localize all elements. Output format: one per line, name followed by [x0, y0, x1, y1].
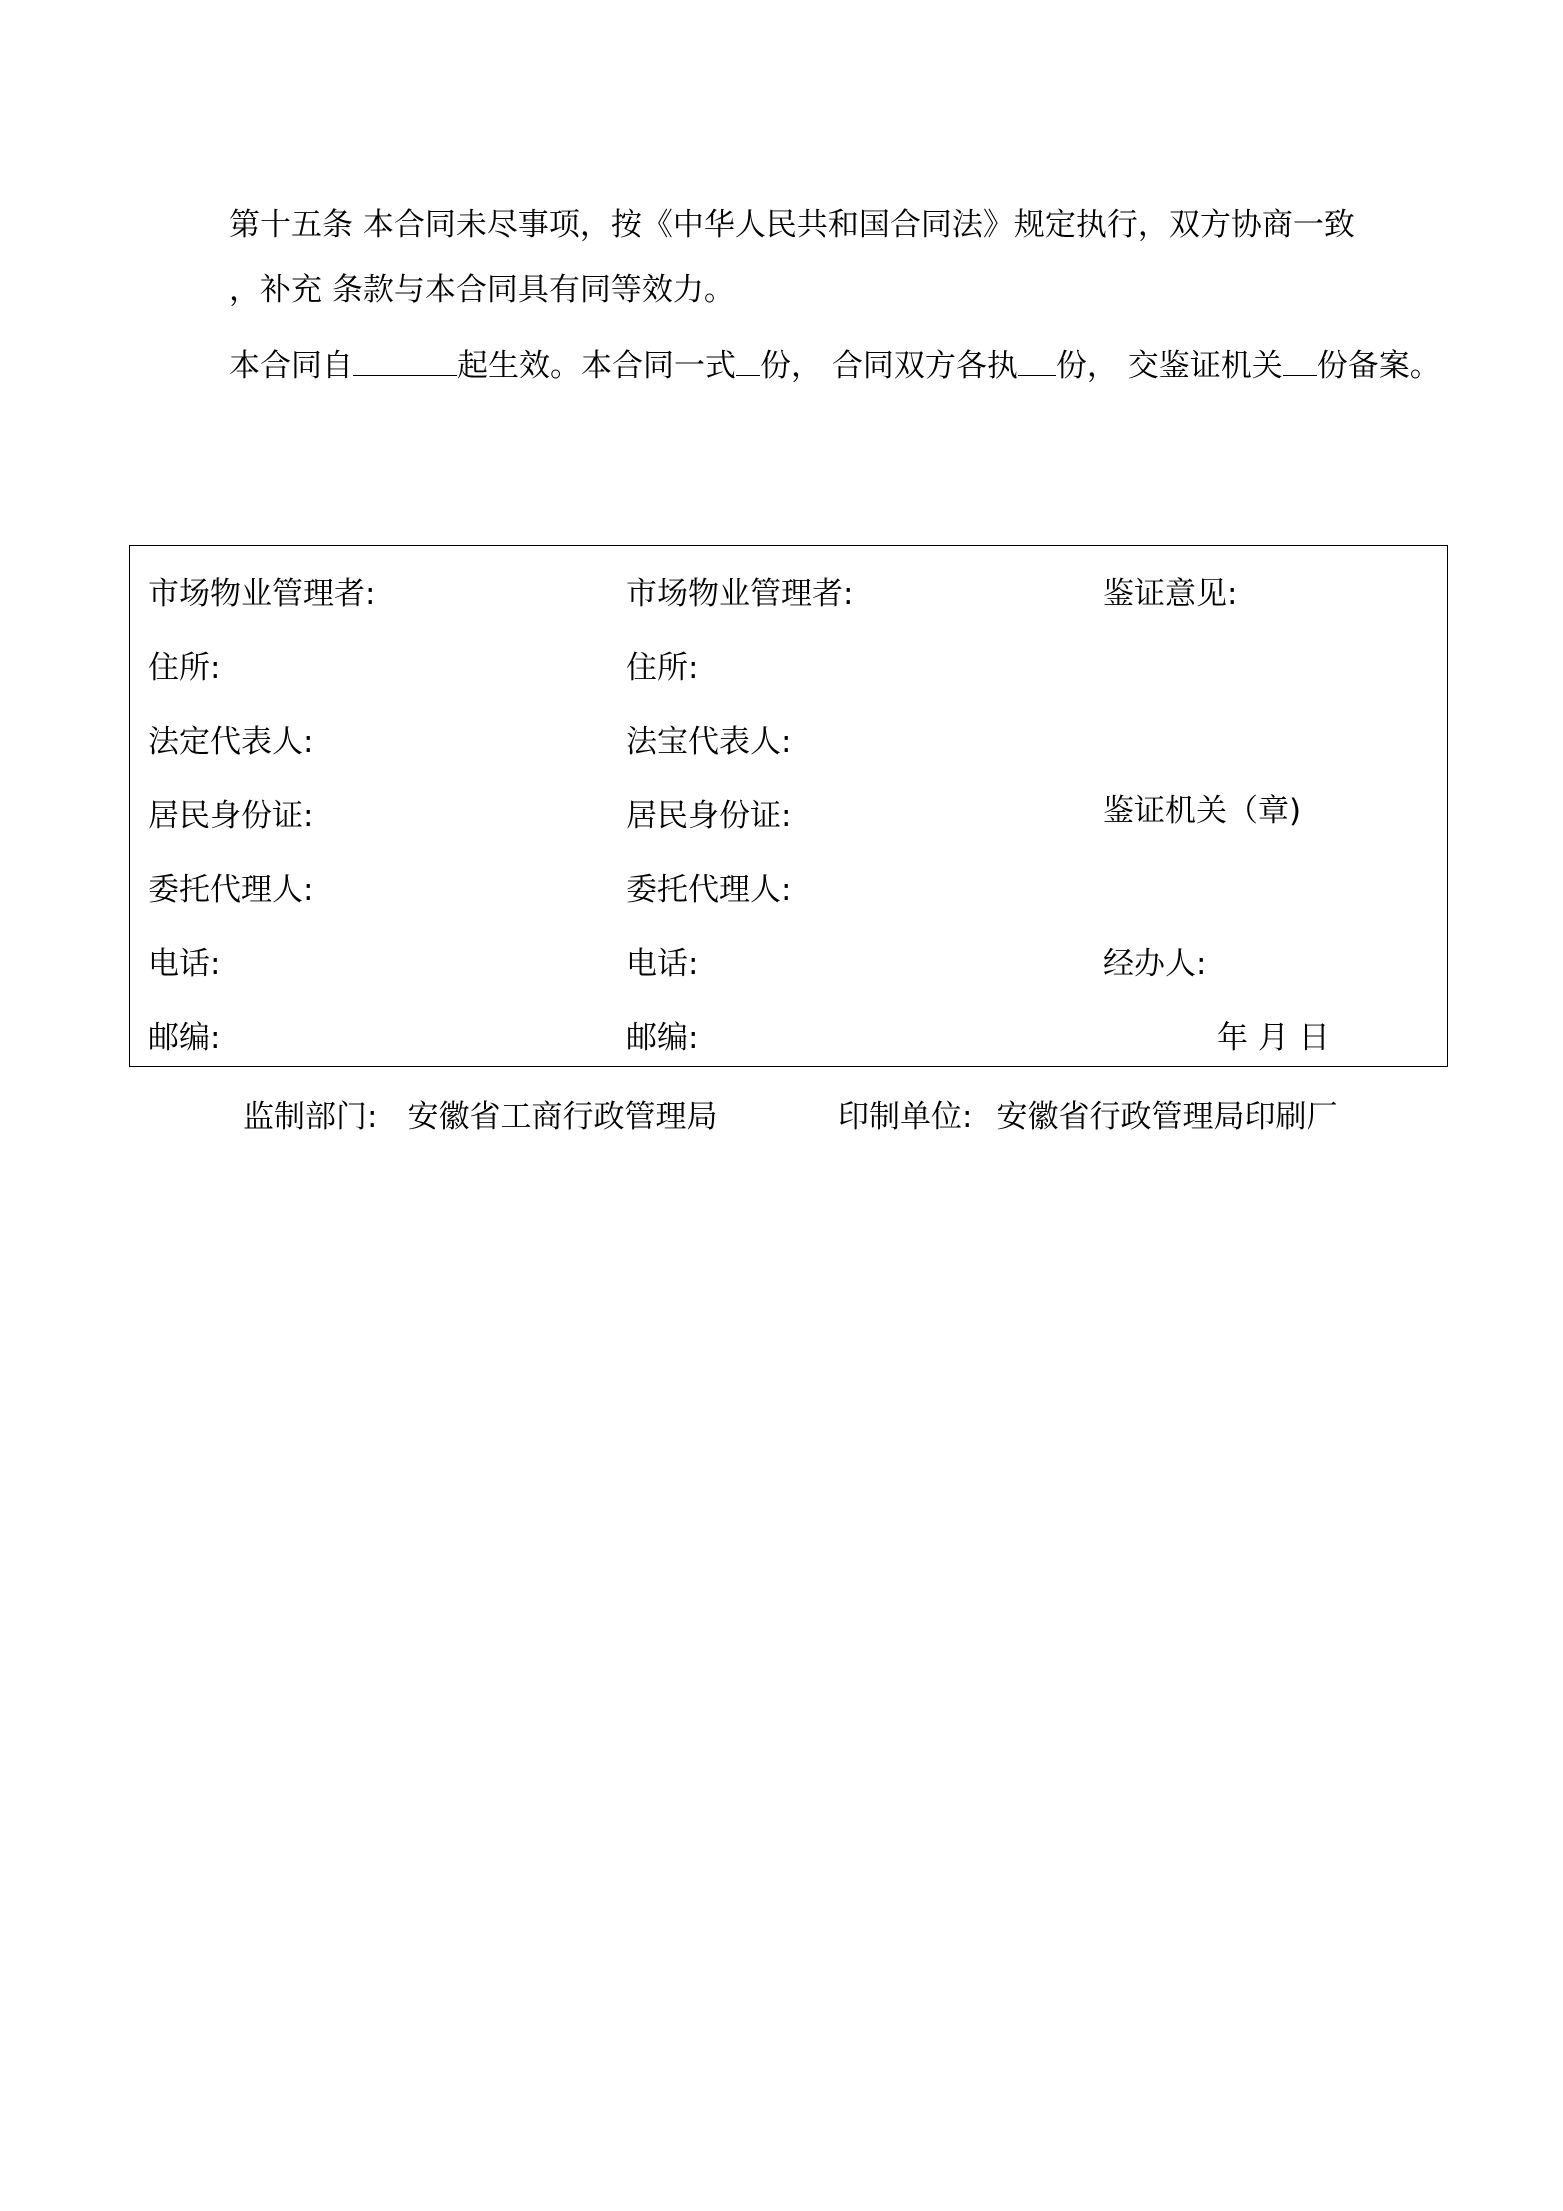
party-a-legal-rep: 法定代表人: [148, 724, 314, 760]
party-b-legal-rep: 法宝代表人: [626, 724, 792, 760]
effective-clause [229, 345, 1441, 386]
party-a-manager: 市场物业管理者: [148, 576, 376, 612]
verification-date: 年 月 日 [1217, 1020, 1330, 1056]
party-copies-blank [1018, 345, 1056, 376]
verification-copies-blank [1283, 345, 1317, 376]
party-a-postcode: 邮编: [148, 1020, 221, 1056]
party-a-id-card: 居民身份证: [148, 798, 314, 834]
printer-label: 印制单位: [838, 1099, 973, 1135]
party-a-phone: 电话: [148, 946, 221, 982]
footer-printer [838, 1097, 1337, 1137]
party-b-postcode: 邮编: [626, 1020, 699, 1056]
effective-text-1: 本合同自 [229, 348, 353, 384]
supervisor-label: 监制部门: [243, 1099, 378, 1135]
verification-seal: 鉴证机关（章) [1103, 793, 1302, 829]
effective-text-3: 份， 合同双方各执 [760, 348, 1018, 384]
party-a-agent: 委托代理人: [148, 872, 314, 908]
effective-text-4: 份， 交鉴证机关 [1055, 348, 1283, 384]
total-copies-blank [736, 345, 760, 376]
party-a-address: 住所: [148, 650, 221, 686]
effective-date-blank [353, 345, 457, 376]
effective-text-5: 份备案。 [1316, 348, 1441, 384]
signature-box [129, 545, 1448, 1067]
party-b-id-card: 居民身份证: [626, 798, 792, 834]
party-b-phone: 电话: [626, 946, 699, 982]
footer-supervisor [243, 1097, 717, 1137]
article-15-line-2: ，补充 条款与本合同具有同等效力。 [229, 272, 735, 308]
supervisor-value: 安徽省工商行政管理局 [407, 1099, 718, 1135]
party-b-manager: 市场物业管理者: [626, 576, 854, 612]
verification-handler: 经办人: [1103, 946, 1207, 982]
printer-value: 安徽省行政管理局印刷厂 [996, 1099, 1338, 1135]
party-b-agent: 委托代理人: [626, 872, 792, 908]
effective-text-2: 起生效。本合同一式 [457, 348, 736, 384]
article-15-line-1: 第十五条 本合同未尽事项，按《中华人民共和国合同法》规定执行，双方协商一致 [229, 207, 1355, 243]
verification-opinion: 鉴证意见: [1103, 576, 1238, 612]
party-b-address: 住所: [626, 650, 699, 686]
